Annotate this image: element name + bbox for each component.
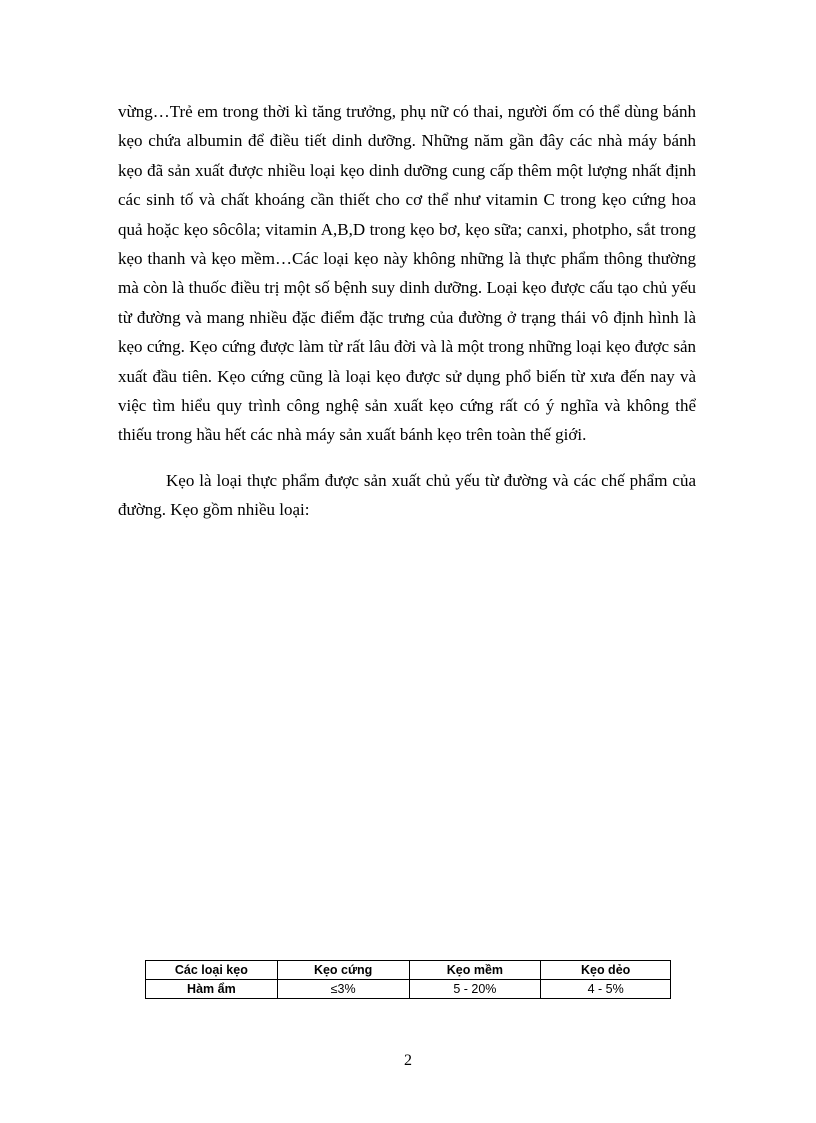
table-cell: 4 - 5% bbox=[541, 980, 671, 999]
table-row bbox=[146, 980, 671, 999]
table-cell: ≤3% bbox=[277, 980, 409, 999]
table-header-cell: Các loại kẹo bbox=[146, 961, 278, 980]
table-cell: 5 - 20% bbox=[409, 980, 541, 999]
page-number: 2 bbox=[404, 1052, 412, 1069]
table-header-cell: Kẹo cứng bbox=[277, 961, 409, 980]
table-header-cell: Kẹo mềm bbox=[409, 961, 541, 980]
candy-moisture-table bbox=[145, 960, 671, 999]
table-row-label: Hàm ẩm bbox=[146, 980, 278, 999]
table-header-cell: Kẹo dẻo bbox=[541, 961, 671, 980]
body-paragraph-2: Kẹo là loại thực phẩm được sản xuất chủ yếu từ đường và các chế phẩm của đường. Kẹo gồm nhiều loại: bbox=[118, 471, 696, 520]
table-header-row bbox=[146, 961, 671, 980]
body-paragraph-1: vừng…Trẻ em trong thời kì tăng trưởng, phụ nữ có thai, người ốm có thể dùng bánh kẹo chứa albumin để điều tiết dinh dưỡng. Những năm gần đây các nhà máy bánh kẹo đã sản xuất được nhiều loại kẹo dinh dưỡng cung cấp thêm một lượng nhất định các sinh tố và chất khoáng cần thiết cho cơ thể như vitamin C trong kẹo cứng hoa quả hoặc kẹo sôcôla; vitamin A,B,D trong kẹo bơ, kẹo sữa; canxi, photpho, sắt trong kẹo thanh và kẹo mềm…Các loại kẹo này không những là thực phẩm thông thường mà còn là thuốc điều trị một số bệnh suy dinh dưỡng. Loại kẹo được cấu tạo chủ yếu từ đường và mang nhiều đặc điểm đặc trưng của đường ở trạng thái vô định hình là kẹo cứng. Kẹo cứng được làm từ rất lâu đời và là một trong những loại kẹo được sản xuất đầu tiên. Kẹo cứng cũng là loại kẹo được sử dụng phổ biến từ xưa đến nay và việc tìm hiểu quy trình công nghệ sản xuất kẹo cứng rất có ý nghĩa và không thể thiếu trong hầu hết các nhà máy sản xuất bánh kẹo trên toàn thế giới. bbox=[118, 102, 696, 445]
